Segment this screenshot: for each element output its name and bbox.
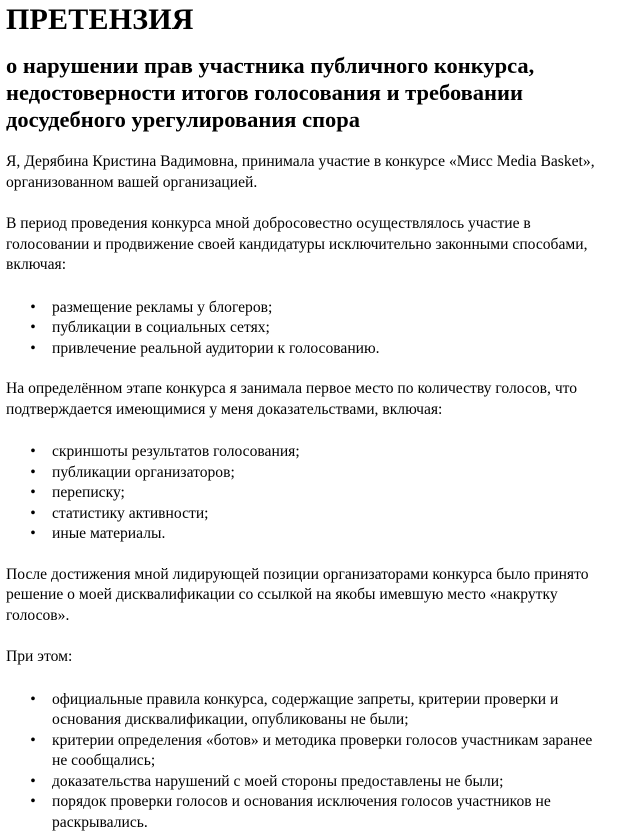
subtitle-line: досудебного урегулирования спора [6,107,360,132]
bullet-icon: • [28,318,38,339]
paragraph-line: На определённом этапе конкурса я занимала первое место по количеству голосов, что [6,380,577,397]
subtitle-line: о нарушении прав участника публичного конкурса, [6,53,534,78]
list-item: • критерии определения «ботов» и методика проверки голосов участникам заранее не сообщались; [52,731,632,772]
paragraph-line: голосов». [6,607,69,624]
bullet-icon: • [28,504,38,525]
bullet-icon: • [28,483,38,504]
bullet-icon: • [28,792,38,813]
bullet-icon: • [28,339,38,360]
list-item: • официальные правила конкурса, содержащие запреты, критерии проверки и основания дисквалификации, опубликованы не были; [52,690,632,731]
bullet-icon: • [28,442,38,463]
paragraph-line: организованном вашей организацией. [6,174,257,191]
list-item: • привлечение реальной аудитории к голосованию. [52,339,632,360]
bullet-icon: • [28,298,38,319]
document-subtitle [6,52,632,133]
paragraph-line: Я, Дерябина Кристина Вадимовна, принимала участие в конкурсе «Мисс Media Basket», [6,153,595,170]
paragraph-line: В период проведения конкурса мной добросовестно осуществлялось участие в [6,215,531,232]
list-item: • доказательства нарушений с моей стороны предоставлены не были; [52,772,632,793]
subtitle-line: недостоверности итогов голосования и требовании [6,80,523,105]
list-item: • размещение рекламы у блогеров; [52,298,632,319]
bullet-icon: • [28,772,38,793]
bullet-icon: • [28,731,38,752]
paragraph-disqualification [6,565,632,627]
paragraph-line: подтверждается имеющимися у меня доказательствами, включая: [6,401,442,418]
paragraph-at-the-same-time: При этом: [6,647,632,668]
paragraph-line: После достижения мной лидирующей позиции организаторами конкурса было принято [6,566,589,583]
paragraph-methods [6,214,632,276]
evidence-list [6,442,632,545]
list-item: • переписку; [52,483,632,504]
document-title: ПРЕТЕНЗИЯ [6,0,632,38]
list-item: • порядок проверки голосов и основания исключения голосов участников не раскрывались. [52,792,632,833]
paragraph-first-place [6,379,632,420]
list-item: • публикации организаторов; [52,463,632,484]
list-item: • скриншоты результатов голосования; [52,442,632,463]
bullet-icon: • [28,690,38,711]
paragraph-line: решение о моей дисквалификации со ссылкой на якобы имевшую место «накрутку [6,586,558,603]
violations-list [6,690,632,833]
paragraph-line: включая: [6,256,66,273]
list-item: • публикации в социальных сетях; [52,318,632,339]
bullet-icon: • [28,524,38,545]
methods-list [6,298,632,360]
paragraph-participation [6,152,632,193]
bullet-icon: • [28,463,38,484]
list-item: • иные материалы. [52,524,632,545]
list-item: • статистику активности; [52,504,632,525]
paragraph-line: голосовании и продвижение своей кандидатуры исключительно законными способами, [6,236,588,253]
